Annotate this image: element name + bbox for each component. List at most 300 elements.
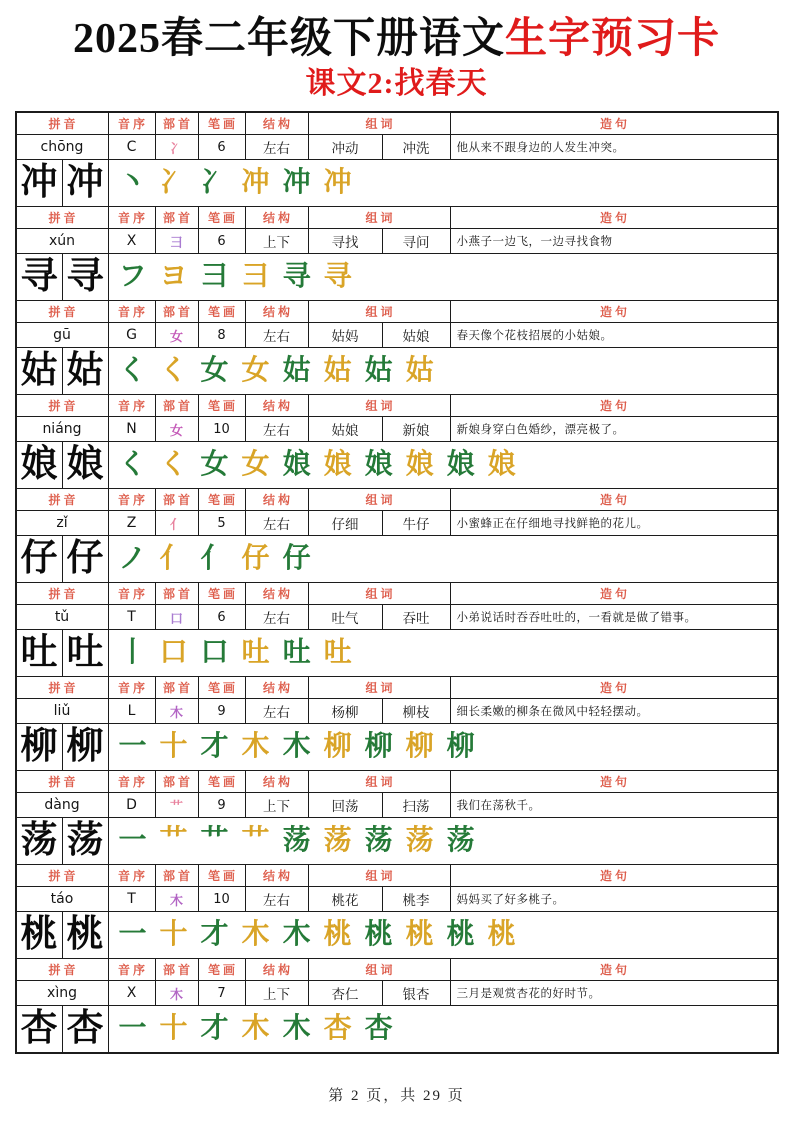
- structure-value: 上下: [246, 981, 309, 1005]
- header-row: [17, 207, 777, 229]
- col-header-words: 组词: [309, 677, 451, 698]
- col-header-sentence: 造句: [599, 399, 630, 413]
- initial-letter-value: T: [109, 887, 156, 911]
- col-header-words: 组词: [309, 865, 451, 886]
- stroke-step: く: [118, 449, 147, 480]
- stroke-count-value: 6: [199, 229, 246, 253]
- stroke-step: 木: [282, 1013, 311, 1044]
- big-character-1: 娘: [17, 442, 63, 488]
- big-character-1: 姑: [17, 348, 63, 394]
- stroke-step: 才: [200, 731, 229, 762]
- stroke-step: 娘: [282, 449, 311, 480]
- pinyin-value: táo: [17, 887, 109, 911]
- stroke-order-sequence: [109, 818, 777, 864]
- stroke-step: 亻: [159, 543, 188, 574]
- word1-value: 仔细: [309, 511, 383, 535]
- big-character-2: 姑: [63, 348, 109, 394]
- stroke-step: 一: [118, 1013, 147, 1044]
- stroke-step: 口: [159, 637, 188, 668]
- stroke-step: く: [159, 355, 188, 386]
- big-character-2: 荡: [63, 818, 109, 864]
- stroke-count-value: 10: [199, 417, 246, 441]
- stroke-step: 丶: [118, 167, 147, 198]
- stroke-step: 才: [200, 919, 229, 950]
- stroke-step: 女: [200, 355, 229, 386]
- col-header-initial: 音序: [109, 301, 156, 322]
- structure-value: 左右: [246, 323, 309, 347]
- header-row: [17, 301, 777, 323]
- col-header-sentence: 造句: [599, 587, 630, 601]
- stroke-order-row: [17, 536, 777, 582]
- word2-value: 牛仔: [383, 511, 451, 535]
- radical-value: 彐: [156, 229, 199, 253]
- col-header-words: 组词: [309, 771, 451, 792]
- stroke-order-row: [17, 630, 777, 676]
- stroke-order-sequence: [109, 912, 777, 958]
- col-header-pinyin: 拼音: [17, 959, 109, 980]
- stroke-step: 女: [241, 449, 270, 480]
- col-header-initial: 音序: [109, 771, 156, 792]
- stroke-step: 吐: [323, 637, 352, 668]
- big-character-1: 柳: [17, 724, 63, 770]
- stroke-order-row: [17, 160, 777, 206]
- col-header-pinyin: 拼音: [17, 771, 109, 792]
- pinyin-value: tǔ: [17, 605, 109, 629]
- col-header-sentence: 造句: [599, 963, 630, 977]
- col-header-initial: 音序: [109, 583, 156, 604]
- big-character-1: 吐: [17, 630, 63, 676]
- stroke-step: 仔: [282, 543, 311, 574]
- col-header-words: 组词: [309, 301, 451, 322]
- stroke-step: 冲: [241, 167, 270, 198]
- col-header-pinyin: 拼音: [17, 113, 109, 134]
- col-header-strokes: 笔画: [199, 583, 246, 604]
- stroke-step: 冫: [159, 167, 188, 198]
- sentence-value: 小弟说话时吞吞吐吐的，一看就是做了错事。: [456, 612, 697, 624]
- stroke-order-sequence: [109, 442, 777, 488]
- stroke-step: 一: [118, 731, 147, 762]
- col-header-strokes: 笔画: [199, 301, 246, 322]
- stroke-step: 木: [241, 919, 270, 950]
- stroke-step: 娘: [487, 449, 516, 480]
- stroke-count-value: 8: [199, 323, 246, 347]
- stroke-order-row: [17, 818, 777, 864]
- stroke-step: 一: [118, 825, 147, 856]
- col-header-radical: 部首: [156, 677, 199, 698]
- stroke-step: 亻: [200, 543, 229, 574]
- word2-value: 扫荡: [383, 793, 451, 817]
- stroke-step: 女: [200, 449, 229, 480]
- stroke-step: 柳: [446, 731, 475, 762]
- character-block: [17, 583, 777, 677]
- col-header-structure: 结构: [246, 959, 309, 980]
- stroke-step: 寻: [282, 261, 311, 292]
- word1-value: 姑娘: [309, 417, 383, 441]
- stroke-order-sequence: [109, 630, 777, 676]
- pinyin-value: xìng: [17, 981, 109, 1005]
- col-header-pinyin: 拼音: [17, 489, 109, 510]
- col-header-pinyin: 拼音: [17, 207, 109, 228]
- stroke-step: 吐: [241, 637, 270, 668]
- stroke-step: 彐: [241, 261, 270, 292]
- stroke-step: 柳: [405, 731, 434, 762]
- stroke-order-row: [17, 442, 777, 488]
- col-header-strokes: 笔画: [199, 489, 246, 510]
- character-block: [17, 301, 777, 395]
- stroke-step: く: [118, 355, 147, 386]
- big-character-1: 荡: [17, 818, 63, 864]
- col-header-sentence: 造句: [599, 211, 630, 225]
- page-title-red: 生字预习卡: [505, 16, 721, 62]
- big-character-2: 桃: [63, 912, 109, 958]
- pinyin-value: liǔ: [17, 699, 109, 723]
- stroke-order-sequence: [109, 1006, 777, 1052]
- col-header-initial: 音序: [109, 865, 156, 886]
- stroke-count-value: 10: [199, 887, 246, 911]
- col-header-radical: 部首: [156, 959, 199, 980]
- stroke-order-sequence: [109, 254, 777, 300]
- col-header-words: 组词: [309, 489, 451, 510]
- sentence-value: 妈妈买了好多桃子。: [456, 894, 565, 906]
- worksheet-page: [0, 14, 793, 1136]
- header-row: [17, 865, 777, 887]
- col-header-structure: 结构: [246, 395, 309, 416]
- structure-value: 左右: [246, 887, 309, 911]
- structure-value: 上下: [246, 793, 309, 817]
- stroke-step: 冫: [200, 167, 229, 198]
- radical-value: 冫: [156, 135, 199, 159]
- structure-value: 左右: [246, 417, 309, 441]
- big-character-2: 仔: [63, 536, 109, 582]
- col-header-sentence: 造句: [599, 869, 630, 883]
- stroke-step: フ: [118, 261, 147, 292]
- sentence-value: 新娘身穿白色婚纱，漂亮极了。: [456, 424, 625, 436]
- col-header-words: 组词: [309, 113, 451, 134]
- stroke-step: 姑: [282, 355, 311, 386]
- stroke-count-value: 9: [199, 699, 246, 723]
- col-header-strokes: 笔画: [199, 771, 246, 792]
- col-header-initial: 音序: [109, 395, 156, 416]
- structure-value: 左右: [246, 605, 309, 629]
- character-table: [15, 111, 779, 1054]
- header-row: [17, 395, 777, 417]
- col-header-sentence: 造句: [599, 493, 630, 507]
- sentence-value: 小燕子一边飞，一边寻找食物: [456, 236, 613, 248]
- big-character-1: 寻: [17, 254, 63, 300]
- character-block: [17, 395, 777, 489]
- stroke-step: 才: [200, 1013, 229, 1044]
- stroke-step: 桃: [323, 919, 352, 950]
- stroke-step: 艹: [159, 825, 188, 856]
- character-block: [17, 113, 777, 207]
- radical-value: 艹: [156, 793, 199, 817]
- radical-value: 口: [156, 605, 199, 629]
- header-row: [17, 113, 777, 135]
- radical-value: 木: [156, 699, 199, 723]
- pinyin-value: zǐ: [17, 511, 109, 535]
- col-header-structure: 结构: [246, 113, 309, 134]
- stroke-step: 荡: [323, 825, 352, 856]
- stroke-step: 姑: [364, 355, 393, 386]
- big-character-1: 杏: [17, 1006, 63, 1052]
- col-header-words: 组词: [309, 395, 451, 416]
- col-header-radical: 部首: [156, 583, 199, 604]
- character-block: [17, 865, 777, 959]
- big-character-2: 娘: [63, 442, 109, 488]
- word1-value: 杏仁: [309, 981, 383, 1005]
- col-header-initial: 音序: [109, 959, 156, 980]
- page-title-black: 2025春二年级下册语文: [72, 16, 505, 62]
- header-row: [17, 959, 777, 981]
- initial-letter-value: Z: [109, 511, 156, 535]
- word1-value: 姑妈: [309, 323, 383, 347]
- word2-value: 新娘: [383, 417, 451, 441]
- stroke-step: 娘: [405, 449, 434, 480]
- col-header-strokes: 笔画: [199, 959, 246, 980]
- stroke-step: 荡: [405, 825, 434, 856]
- stroke-step: 姑: [323, 355, 352, 386]
- word2-value: 银杏: [383, 981, 451, 1005]
- col-header-strokes: 笔画: [199, 677, 246, 698]
- initial-letter-value: C: [109, 135, 156, 159]
- pinyin-value: gū: [17, 323, 109, 347]
- col-header-radical: 部首: [156, 207, 199, 228]
- stroke-step: 十: [159, 919, 188, 950]
- stroke-order-row: [17, 254, 777, 300]
- stroke-step: 娘: [323, 449, 352, 480]
- col-header-strokes: 笔画: [199, 395, 246, 416]
- character-block: [17, 489, 777, 583]
- stroke-step: 桃: [364, 919, 393, 950]
- stroke-step: 木: [241, 731, 270, 762]
- stroke-order-row: [17, 724, 777, 770]
- col-header-structure: 结构: [246, 583, 309, 604]
- stroke-step: 艹: [200, 825, 229, 856]
- data-row: [17, 417, 777, 442]
- stroke-count-value: 6: [199, 135, 246, 159]
- data-row: [17, 887, 777, 912]
- page-number-footer: 第 2 页，共 29 页: [328, 1088, 465, 1104]
- stroke-step: 木: [282, 919, 311, 950]
- character-block: [17, 207, 777, 301]
- col-header-structure: 结构: [246, 677, 309, 698]
- col-header-structure: 结构: [246, 207, 309, 228]
- character-block: [17, 771, 777, 865]
- character-block: [17, 959, 777, 1052]
- stroke-step: 姑: [405, 355, 434, 386]
- header-row: [17, 677, 777, 699]
- stroke-step: 仔: [241, 543, 270, 574]
- stroke-step: ヨ: [159, 261, 188, 292]
- lesson-subtitle: 课文2:找春天: [305, 67, 488, 100]
- initial-letter-value: L: [109, 699, 156, 723]
- radical-value: 女: [156, 417, 199, 441]
- stroke-count-value: 7: [199, 981, 246, 1005]
- stroke-step: 桃: [446, 919, 475, 950]
- col-header-pinyin: 拼音: [17, 301, 109, 322]
- stroke-step: 一: [118, 919, 147, 950]
- stroke-step: 女: [241, 355, 270, 386]
- stroke-order-sequence: [109, 724, 777, 770]
- stroke-step: 寻: [323, 261, 352, 292]
- sentence-value: 我们在荡秋千。: [456, 800, 541, 812]
- stroke-step: 口: [200, 637, 229, 668]
- structure-value: 上下: [246, 229, 309, 253]
- stroke-step: 荡: [446, 825, 475, 856]
- stroke-step: 桃: [487, 919, 516, 950]
- stroke-step: 杏: [323, 1013, 352, 1044]
- stroke-step: 桃: [405, 919, 434, 950]
- col-header-sentence: 造句: [599, 775, 630, 789]
- col-header-strokes: 笔画: [199, 207, 246, 228]
- sentence-value: 他从来不跟身边的人发生冲突。: [456, 142, 625, 154]
- stroke-step: 十: [159, 1013, 188, 1044]
- data-row: [17, 135, 777, 160]
- col-header-pinyin: 拼音: [17, 395, 109, 416]
- stroke-step: 木: [241, 1013, 270, 1044]
- stroke-count-value: 5: [199, 511, 246, 535]
- stroke-step: 荡: [282, 825, 311, 856]
- big-character-2: 吐: [63, 630, 109, 676]
- stroke-step: 荡: [364, 825, 393, 856]
- initial-letter-value: T: [109, 605, 156, 629]
- stroke-order-row: [17, 912, 777, 958]
- initial-letter-value: X: [109, 981, 156, 1005]
- stroke-order-row: [17, 1006, 777, 1052]
- word2-value: 桃李: [383, 887, 451, 911]
- stroke-step: 柳: [323, 731, 352, 762]
- stroke-step: 杏: [364, 1013, 393, 1044]
- col-header-radical: 部首: [156, 865, 199, 886]
- col-header-initial: 音序: [109, 207, 156, 228]
- col-header-words: 组词: [309, 207, 451, 228]
- sentence-value: 春天像个花枝招展的小姑娘。: [456, 330, 613, 342]
- stroke-step: 娘: [446, 449, 475, 480]
- word1-value: 寻找: [309, 229, 383, 253]
- col-header-pinyin: 拼音: [17, 865, 109, 886]
- word2-value: 寻问: [383, 229, 451, 253]
- data-row: [17, 793, 777, 818]
- word1-value: 桃花: [309, 887, 383, 911]
- stroke-step: 十: [159, 731, 188, 762]
- col-header-sentence: 造句: [599, 117, 630, 131]
- word2-value: 冲洗: [383, 135, 451, 159]
- pinyin-value: niáng: [17, 417, 109, 441]
- data-row: [17, 323, 777, 348]
- page-title: [0, 14, 793, 64]
- stroke-order-row: [17, 348, 777, 394]
- stroke-step: 木: [282, 731, 311, 762]
- structure-value: 左右: [246, 135, 309, 159]
- stroke-order-sequence: [109, 348, 777, 394]
- word1-value: 回荡: [309, 793, 383, 817]
- big-character-2: 柳: [63, 724, 109, 770]
- stroke-step: 冲: [323, 167, 352, 198]
- col-header-strokes: 笔画: [199, 113, 246, 134]
- stroke-order-sequence: [109, 160, 777, 206]
- col-header-radical: 部首: [156, 395, 199, 416]
- col-header-pinyin: 拼音: [17, 677, 109, 698]
- stroke-step: 丨: [118, 637, 147, 668]
- col-header-initial: 音序: [109, 489, 156, 510]
- col-header-structure: 结构: [246, 771, 309, 792]
- col-header-initial: 音序: [109, 677, 156, 698]
- col-header-structure: 结构: [246, 865, 309, 886]
- stroke-count-value: 9: [199, 793, 246, 817]
- col-header-words: 组词: [309, 959, 451, 980]
- word2-value: 吞吐: [383, 605, 451, 629]
- radical-value: 亻: [156, 511, 199, 535]
- initial-letter-value: N: [109, 417, 156, 441]
- col-header-strokes: 笔画: [199, 865, 246, 886]
- header-row: [17, 771, 777, 793]
- big-character-2: 寻: [63, 254, 109, 300]
- word1-value: 冲动: [309, 135, 383, 159]
- radical-value: 木: [156, 887, 199, 911]
- structure-value: 左右: [246, 699, 309, 723]
- word2-value: 姑娘: [383, 323, 451, 347]
- data-row: [17, 511, 777, 536]
- big-character-2: 冲: [63, 160, 109, 206]
- big-character-1: 桃: [17, 912, 63, 958]
- data-row: [17, 605, 777, 630]
- stroke-step: ノ: [118, 543, 147, 574]
- data-row: [17, 981, 777, 1006]
- big-character-2: 杏: [63, 1006, 109, 1052]
- word2-value: 柳枝: [383, 699, 451, 723]
- pinyin-value: xún: [17, 229, 109, 253]
- initial-letter-value: G: [109, 323, 156, 347]
- col-header-structure: 结构: [246, 489, 309, 510]
- col-header-radical: 部首: [156, 113, 199, 134]
- structure-value: 左右: [246, 511, 309, 535]
- stroke-step: 彐: [200, 261, 229, 292]
- header-row: [17, 489, 777, 511]
- col-header-radical: 部首: [156, 489, 199, 510]
- col-header-radical: 部首: [156, 771, 199, 792]
- sentence-value: 小蜜蜂正在仔细地寻找鲜艳的花儿。: [456, 518, 649, 530]
- stroke-step: 艹: [241, 825, 270, 856]
- data-row: [17, 699, 777, 724]
- stroke-step: 柳: [364, 731, 393, 762]
- word1-value: 吐气: [309, 605, 383, 629]
- data-row: [17, 229, 777, 254]
- radical-value: 女: [156, 323, 199, 347]
- stroke-order-sequence: [109, 536, 777, 582]
- radical-value: 木: [156, 981, 199, 1005]
- big-character-1: 仔: [17, 536, 63, 582]
- col-header-initial: 音序: [109, 113, 156, 134]
- pinyin-value: chōng: [17, 135, 109, 159]
- pinyin-value: dàng: [17, 793, 109, 817]
- col-header-sentence: 造句: [599, 305, 630, 319]
- col-header-sentence: 造句: [599, 681, 630, 695]
- character-block: [17, 677, 777, 771]
- stroke-step: く: [159, 449, 188, 480]
- sentence-value: 细长柔嫩的柳条在微风中轻轻摆动。: [456, 706, 649, 718]
- col-header-radical: 部首: [156, 301, 199, 322]
- col-header-structure: 结构: [246, 301, 309, 322]
- col-header-pinyin: 拼音: [17, 583, 109, 604]
- stroke-count-value: 6: [199, 605, 246, 629]
- initial-letter-value: X: [109, 229, 156, 253]
- stroke-step: 吐: [282, 637, 311, 668]
- big-character-1: 冲: [17, 160, 63, 206]
- col-header-words: 组词: [309, 583, 451, 604]
- word1-value: 杨柳: [309, 699, 383, 723]
- initial-letter-value: D: [109, 793, 156, 817]
- sentence-value: 三月是观赏杏花的好时节。: [456, 988, 601, 1000]
